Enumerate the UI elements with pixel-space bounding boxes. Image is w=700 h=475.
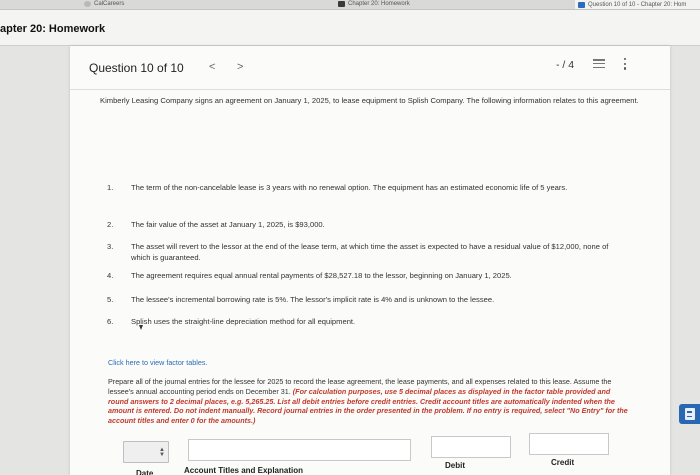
document-icon [338, 1, 345, 7]
question-header [70, 46, 670, 90]
assignment-title: apter 20: Homework [0, 23, 106, 35]
notes-icon [685, 408, 695, 420]
instructions-emphasis: (For calculation purposes, use 5 decimal places as displayed in the factor table provided and round answers to 2 decimal places, e.g. 5,265.25. List all debit entries before credit entries. Credit account titles are automatically indented when the amount is entered. Do not indent manually. Record journal entries in the order presented in the problem. If no entry is required, select "No Entry" for the account titles and enter 0 for the amounts.) [108, 386, 628, 426]
list-item [106, 317, 626, 328]
instructions-text [108, 377, 628, 426]
list-item-text: The lessee's incremental borrowing rate is 5%. The lessor's implicit rate is 4% and is unknown to the lessee. [131, 295, 495, 304]
factor-tables-link[interactable]: Click here to view factor tables. [108, 358, 208, 367]
select-arrows-icon: ▲ ▼ [159, 447, 165, 458]
browser-tab-homework[interactable] [338, 1, 410, 7]
account-column-header: Account Titles and Explanation [184, 466, 303, 475]
list-item-number: 3. [107, 242, 114, 251]
question-list-icon[interactable] [593, 59, 605, 70]
browser-tab-calcareers[interactable] [84, 1, 124, 7]
credit-column-header: Credit [551, 458, 575, 467]
more-options-icon[interactable] [624, 58, 628, 72]
next-question-button[interactable]: > [237, 61, 244, 73]
app-header [0, 10, 700, 46]
globe-icon [84, 1, 91, 7]
list-item-text: The fair value of the asset at January 1, 2025, is $93,000. [131, 220, 325, 229]
list-item-text: The term of the non-cancelable lease is 3 years with no renewal option. The equipment has an estimated economic life of 5 years. [131, 183, 568, 192]
list-item [106, 183, 626, 194]
question-panel [70, 46, 670, 475]
browser-tab-label: CalCareers [94, 1, 125, 7]
list-item-number: 2. [107, 220, 114, 229]
credit-input[interactable] [529, 433, 609, 455]
browser-tab-bar [0, 0, 700, 10]
list-item [106, 271, 626, 282]
list-item-number: 1. [107, 183, 114, 192]
list-item [106, 295, 626, 306]
list-item-number: 6. [107, 317, 114, 326]
browser-tab-label: Chapter 20: Homework [348, 1, 410, 7]
list-item-number: 4. [107, 271, 114, 280]
question-title: Question 10 of 10 [89, 61, 184, 75]
list-item-text: The asset will revert to the lessor at the end of the lease term, at which time the asset is expected to have a residual value of $12,000, none of which is guaranteed. [131, 242, 609, 262]
list-item-text: The agreement requires equal annual rental payments of $28,527.18 to the lessor, beginning on January 1, 2025. [131, 271, 512, 280]
browser-tab-label: Question 10 of 10 - Chapter 20: Hom [588, 1, 687, 8]
instructions-plain: Prepare all of the journal entries for the lessee for 2025 to record the lease agreement, the lease payments, and all expenses related to this lease. Assume the lessee's annual accounting period ends on December 31. [108, 377, 612, 396]
date-column-header: Date [136, 469, 154, 475]
previous-question-button[interactable]: < [209, 61, 216, 73]
account-title-input[interactable] [188, 439, 411, 461]
debit-input[interactable] [431, 436, 511, 458]
list-item [106, 242, 626, 263]
problem-intro: Kimberly Leasing Company signs an agreement on January 1, 2025, to lease equipment to Splish Company. The following information relates to this agreement. [100, 96, 639, 105]
browser-tab-question[interactable] [575, 0, 700, 9]
list-item-text: Splish uses the straight-line depreciation method for all equipment. [131, 317, 356, 326]
book-icon [578, 2, 585, 8]
list-item-number: 5. [107, 295, 114, 304]
date-select[interactable] [123, 441, 169, 463]
side-resource-tab[interactable] [679, 404, 700, 424]
debit-column-header: Debit [445, 461, 465, 470]
question-score: - / 4 [556, 59, 575, 71]
list-item [106, 220, 626, 231]
mouse-cursor [139, 325, 143, 330]
